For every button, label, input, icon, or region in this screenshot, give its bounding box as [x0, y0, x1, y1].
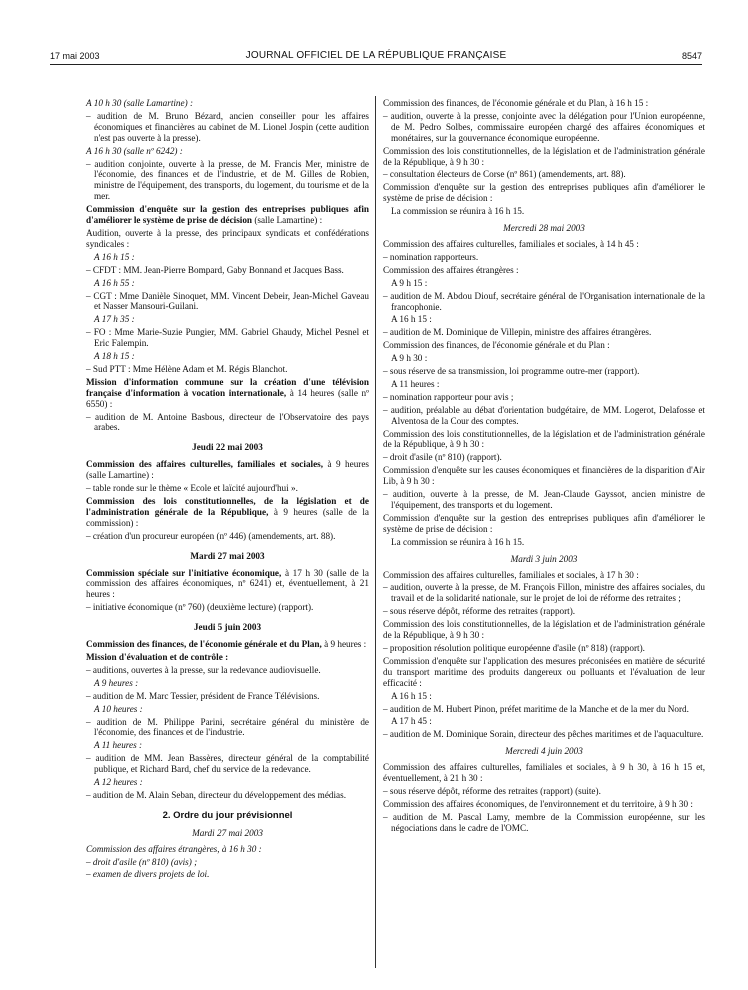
text-line: – audition de M. Marc Tessier, président de France Télévisions.: [86, 690, 320, 701]
text-line: – sous réserve de sa transmission, loi programme outre-mer (rapport).: [383, 366, 640, 377]
text-line: A 11 heures :: [391, 378, 440, 389]
text-line: Commission des affaires économiques, de l'environnement et du territoire, à 9 h 30 :: [383, 798, 693, 809]
text-line: Commission d'enquête sur la gestion des entreprises publiques afin d'améliorer le système de prise de décision :: [383, 182, 705, 204]
text-line: A 9 h 30 :: [391, 353, 428, 364]
text-line: – examen de divers projets de loi.: [86, 869, 210, 880]
text-line: A 16 h 15 :: [391, 314, 432, 325]
text-line: Commission des affaires culturelles, familiales et sociales, à 17 h 30 :: [383, 569, 639, 580]
text-line: Commission des lois constitutionnelles, de la législation et de l'administration générale de la République, à 9 h 30 :: [383, 619, 705, 641]
text-line: A 16 h 15 :: [94, 251, 135, 262]
text-line: Audition, ouverte à la presse, des principaux syndicats et confédérations syndicales :: [86, 227, 369, 249]
right-column: [383, 98, 705, 836]
text-line: – audition, préalable au débat d'orientation budgétaire, de MM. Logerot, Delafosse et Alventosa de la Cour des comptes.: [383, 404, 705, 426]
text-line: – audition de M. Bruno Bézard, ancien conseiller pour les affaires économiques et financières au cabinet de M. Lionel Jospin (cette audition n'est pas ouverte à la presse).: [86, 110, 369, 143]
text-line: – consultation électeurs de Corse (nº 861) (amendements, art. 88).: [383, 169, 626, 180]
text-line: – audition de M. Pascal Lamy, membre de la Commission européenne, sur les négociations dans le cadre de l'OMC.: [383, 811, 705, 833]
text-line: – nomination rapporteur pour avis ;: [383, 391, 514, 402]
date-heading: Jeudi 22 mai 2003: [192, 442, 263, 453]
text-line: – initiative économique (nº 760) (deuxième lecture) (rapport).: [86, 602, 314, 613]
text-line: – CGT : Mme Danièle Sinoquet, MM. Vincent Debeir, Jean-Michel Gaveau et Nasser Mansouri-Guilani.: [86, 290, 369, 312]
text-line: Commission des finances, de l'économie générale et du Plan :: [383, 340, 610, 351]
journal-title: JOURNAL OFFICIEL DE LA RÉPUBLIQUE FRANÇAISE: [245, 50, 507, 61]
date-heading: Mercredi 4 juin 2003: [505, 746, 583, 757]
text-line: A 16 h 30 (salle nº 6242) :: [86, 145, 183, 156]
text-line: – audition conjointe, ouverte à la presse, de M. Francis Mer, ministre de l'économie, des finances et de l'industrie, et de M. Gilles de Robien, ministre de l'équipement, des transports, du logement, du tourisme et de la mer.: [86, 158, 369, 202]
text-line: – audition de M. Alain Seban, directeur du développement des médias.: [86, 789, 346, 800]
text-line: – sous réserve dépôt, réforme des retraites (rapport).: [383, 606, 576, 617]
committee-entry: Commission d'enquête sur la gestion des entreprises publiques afin d'améliorer le système de prise de décision (salle Lamartine) :: [86, 204, 369, 226]
text-line: Commission des affaires culturelles, familiales et sociales, à 14 h 45 :: [383, 238, 639, 249]
text-line: Mission d'évaluation et de contrôle :: [86, 651, 229, 662]
text-line: – audition, ouverte à la presse, de M. François Fillon, ministre des affaires sociales, du travail et de la solidarité nationale, sur le projet de loi de réforme des retraites ;: [383, 582, 705, 604]
text-line: – auditions, ouvertes à la presse, sur la redevance audiovisuelle.: [86, 664, 321, 675]
text-line: – audition, ouverte à la presse, conjointe avec la délégation pour l'Union européenne, de M. Pedro Solbes, commissaire européen chargé des affaires économiques et monétaires, sur la gouvernance économique européenne.: [383, 110, 705, 143]
text-line: – audition de M. Dominique de Villepin, ministre des affaires étrangères.: [383, 327, 652, 338]
page-number: 8547: [681, 51, 702, 61]
text-line: Commission des lois constitutionnelles, de la législation et de l'administration générale de la République, à 9 h 30 :: [383, 145, 705, 167]
text-line: A 18 h 15 :: [94, 351, 135, 362]
text-line: – droit d'asile (nº 810) (avis) ;: [86, 856, 198, 867]
date-heading: Mercredi 28 mai 2003: [503, 223, 585, 234]
text-line: – Sud PTT : Mme Hélène Adam et M. Régis Blanchot.: [86, 363, 288, 374]
text-line: – CFDT : MM. Jean-Pierre Bompard, Gaby Bonnand et Jacques Bass.: [86, 264, 344, 275]
committee-entry: Mission d'information commune sur la création d'une télévision française d'information à vocation internationale, à 14 heures (salle nº 6550) :: [86, 376, 369, 409]
text-line: Commission d'enquête sur les causes économiques et financières de la disparition d'Air Lib, à 9 h 30 :: [383, 465, 705, 487]
left-column: [86, 98, 369, 882]
date-heading: Jeudi 5 juin 2003: [193, 622, 262, 633]
text-line: – audition, ouverte à la presse, de M. Jean-Claude Gayssot, ancien ministre de l'équipement, des transports et du logement.: [383, 489, 705, 510]
header-rule: [50, 64, 702, 65]
committee-entry: Commission des affaires culturelles, familiales et sociales, à 9 heures (salle Lamartine) :: [86, 459, 369, 481]
committee-entry: Commission des finances, de l'économie générale et du Plan, à 9 heures :: [86, 639, 367, 650]
text-line: – audition de M. Abdou Diouf, secrétaire général de l'Organisation internationale de la francophonie.: [383, 290, 705, 312]
page-header: [50, 46, 702, 64]
date-heading: Mardi 27 mai 2003: [190, 550, 265, 561]
header-date: 17 mai 2003: [50, 51, 100, 61]
text-line: A 10 heures :: [94, 703, 143, 714]
committee-entry: Commission des lois constitutionnelles, de la législation et de l'administration générale de la République, à 9 heures (salle de la commission) :: [86, 496, 369, 528]
text-line: – création d'un procureur européen (nº 446) (amendements, art. 88).: [86, 530, 336, 541]
section-heading: 2. Ordre du jour prévisionnel: [162, 809, 293, 821]
text-line: A 16 h 55 :: [94, 277, 135, 288]
text-line: A 16 h 15 :: [391, 690, 432, 701]
date-heading: Mardi 3 juin 2003: [510, 553, 578, 564]
text-line: Commission des affaires culturelles, familiales et sociales, à 9 h 30, à 16 h 15 et, éventuellement, à 21 h 30 :: [383, 762, 705, 784]
text-line: A 17 h 35 :: [94, 314, 135, 325]
text-line: – audition de M. Philippe Parini, secrétaire général du ministère de l'économie, des finances et de l'industrie.: [86, 716, 369, 738]
text-line: La commission se réunira à 16 h 15.: [391, 206, 525, 217]
text-line: Commission des affaires étrangères :: [383, 264, 519, 275]
text-line: – sous réserve dépôt, réforme des retraites (rapport) (suite).: [383, 785, 601, 796]
text-line: La commission se réunira à 16 h 15.: [391, 536, 525, 547]
text-line: – audition de M. Dominique Sorain, directeur des pêches maritimes et de l'aquaculture.: [383, 729, 704, 740]
text-line: A 17 h 45 :: [391, 716, 432, 727]
text-line: A 9 h 15 :: [391, 277, 428, 288]
committee-entry: Commission spéciale sur l'initiative économique, à 17 h 30 (salle de la commission des affaires économiques, nº 6241) et, éventuellement, à 21 heures :: [86, 567, 369, 600]
text-line: – FO : Mme Marie-Suzie Pungier, MM. Gabriel Ghaudy, Michel Pesnel et Eric Falempin.: [86, 327, 369, 349]
text-line: Commission des lois constitutionnelles, de la législation et de l'administration générale de la République, à 9 h 30 :: [383, 428, 705, 450]
text-line: Commission des affaires étrangères, à 16 h 30 :: [86, 843, 262, 854]
date-heading: Mardi 27 mai 2003: [192, 827, 263, 838]
text-line: Commission des finances, de l'économie générale et du Plan, à 16 h 15 :: [383, 98, 649, 108]
text-line: Commission d'enquête sur l'application des mesures préconisées en matière de sécurité du transport maritime des produits dangereux ou polluants et l'évaluation de leur efficacité :: [383, 655, 705, 688]
text-line: A 12 heures :: [94, 777, 143, 788]
text-line: – audition de M. Antoine Basbous, directeur de l'Observatoire des pays arabes.: [86, 411, 369, 433]
text-line: – table ronde sur le thème « Ecole et laïcité aujourd'hui ».: [86, 483, 298, 494]
text-line: Commission d'enquête sur la gestion des entreprises publiques afin d'améliorer le système de prise de décision :: [383, 512, 705, 534]
text-line: – nomination rapporteurs.: [383, 251, 479, 262]
text-line: – audition de M. Hubert Pinon, préfet maritime de la Manche et de la mer du Nord.: [383, 703, 689, 714]
text-line: – droit d'asile (nº 810) (rapport).: [383, 452, 502, 463]
text-line: A 9 heures :: [94, 677, 139, 688]
column-divider: [375, 96, 376, 968]
text-line: A 11 heures :: [94, 740, 143, 751]
text-line: – proposition résolution politique européenne d'asile (nº 818) (rapport).: [383, 642, 645, 653]
text-line: A 10 h 30 (salle Lamartine) :: [86, 98, 194, 108]
text-line: – audition de MM. Jean Bassères, directeur général de la comptabilité publique, et Richard Bard, chef du service de la redevance.: [86, 753, 369, 775]
